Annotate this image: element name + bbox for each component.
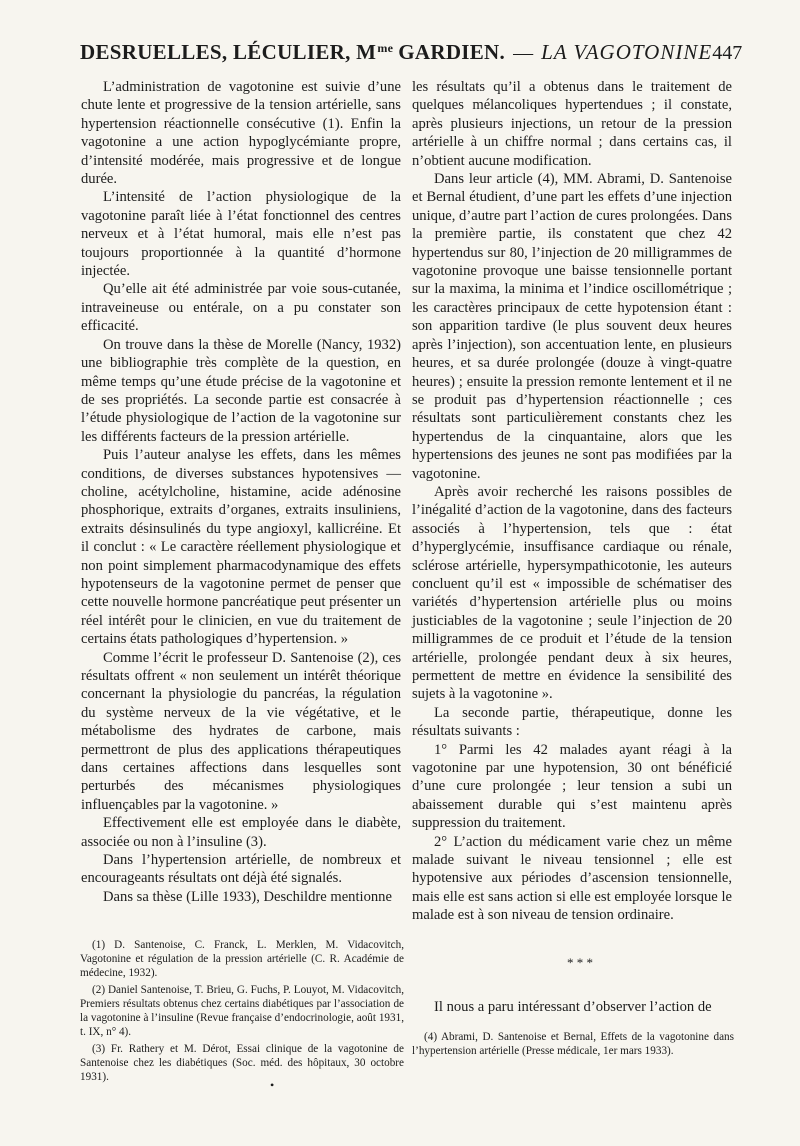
paragraph: Après avoir recherché les raisons possibles de l’inégalité d’action de la vagotonine, dans des facteurs associés à l’hypertension, tels que : état d’hyperglycémie, insuffisance cardiaque ou rénale, sclérose artérielle, hypersympathicotonie, les auteurs concluent qu’il est « impossible de schématiser des variétés d’hypertension artérielle plus ou moins justiciables de la vagotonine ; seule l’injection de 20 milligrammes de ce produit et l’étude de la tension artérielle, prolongée pendant deux à six heures, permettent de mettre en évidence la sensibilité des sujets à la vagotonine ». <box>412 483 732 703</box>
running-header <box>80 40 743 74</box>
paragraph: L’administration de vagotonine est suivie d’une chute lente et progressive de la tension artérielle, sans hypertension réactionnelle consécutive (1). Enfin la vagotonine a une action hypoglycémiante propre, d’intensité modérée, mais progressive et de longue durée. <box>81 79 401 188</box>
footnote: (3) Fr. Rathery et M. Dérot, Essai clinique de la vagotonine de Santenoise chez les diabétiques (Soc. méd. des hôpitaux, 30 octobre 1931). <box>80 1043 404 1083</box>
closing-line: Il nous a paru intéressant d’observer l’action de <box>434 999 712 1015</box>
paragraph: On trouve dans la thèse de Morelle (Nancy, 1932) une bibliographie très complète de la question, en même temps qu’une étude précise de la vagotonine et de ses propriétés. La seconde partie est consacrée à l’étude physiologique de l’action de la vagotonine sur les différents facteurs de la pression artérielle. <box>81 336 401 445</box>
paragraph: 1° Parmi les 42 malades ayant réagi à la vagotonine par une hypotension, 30 ont bénéficié d’une cure prolongée ; leur tension a subi un abaissement durable qui s’est maintenu après suppression du traitement. <box>412 741 732 832</box>
printer-mark: • <box>270 1078 275 1092</box>
page-number: 447 <box>712 42 743 64</box>
paragraph: Effectivement elle est employée dans le diabète, associée ou non à l’insuline (3). <box>81 815 401 850</box>
paragraph: Dans leur article (4), MM. Abrami, D. Santenoise et Bernal étudient, d’une part les effets d’une injection unique, d’autre part l’action de cures prolongées. Dans la première partie, ils constatent que chez 42 hypertendus sur 80, l’injection de 20 milligrammes de vagotonine provoque une baisse tensionnelle portant sur la maxima, la minima et l’indice oscillométrique ; les caractères principaux de cette hypotension étant : son apparition tardive (le plus souvent deux heures après l’injection), son accentuation lente, en plusieurs heures, et sa durée prolongée (douze à vingt-quatre heures) ; ensuite la pression remonte lentement et il ne se produit pas d’hypertension réactionnelle ; ces résultats sont particulièrement constants chez les hypertendus de la cinquantaine, alors que les hypertensions des jeunes ne sont pas modifiées par la vagotonine. <box>412 171 732 482</box>
paragraph: Qu’elle ait été administrée par voie sous-cutanée, intraveineuse ou entérale, on a pu constater son efficacité. <box>81 281 401 335</box>
footnotes-right <box>412 1030 734 1058</box>
paragraph: L’intensité de l’action physiologique de la vagotonine paraît liée à l’état fonctionnel des centres nerveux et à l’état humoral, mais elle n’est pas toujours proportionnée à la quantité d’hormone injectée. <box>81 189 401 280</box>
header-authors-sup: me <box>377 41 394 55</box>
asterism: * * * <box>567 955 593 970</box>
footnote: (4) Abrami, D. Santenoise et Bernal, Effets de la vagotonine dans l’hypertension artérielle (Presse médicale, 1er mars 1933). <box>412 1031 734 1057</box>
paragraph: Comme l’écrit le professeur D. Santenoise (2), ces résultats offrent « non seulement un intérêt théorique concernant la physiologie du pancréas, la régulation du système nerveux de la vie végétative, et le métabolisme des hydrates de carbone, mais permettront de plus des applications thérapeutiques dans certaines affections dans lesquelles sont perturbés des mécanismes physiologiques influençables par la vagotonine. » <box>81 649 401 813</box>
left-column <box>81 78 401 906</box>
footnote: (1) D. Santenoise, C. Franck, L. Merklen, M. Vidacovitch, Vagotonine et régulation de la pression artérielle (C. R. Académie de médecine, 1932). <box>80 939 404 979</box>
paragraph: 2° L’action du médicament varie chez un même malade suivant le niveau tensionnel ; elle est hypotensive aux périodes d’ascension tensionnelle, mais elle est sans action si elle est employée lorsque le malade est à son niveau de tension ordinaire. <box>412 833 732 924</box>
paragraph: Dans l’hypertension artérielle, de nombreux et encourageants résultats ont déjà été signalés. <box>81 852 401 887</box>
paragraph: La seconde partie, thérapeutique, donne les résultats suivants : <box>412 704 732 740</box>
right-column <box>412 78 732 925</box>
paragraph: Dans sa thèse (Lille 1933), Deschildre mentionne <box>103 888 392 905</box>
header-authors <box>80 40 505 65</box>
paragraph: Puis l’auteur analyse les effets, dans les mêmes conditions, de diverses substances hypotensives — choline, acétylcholine, histamine, acide adénosine phosphorique, extraits d’organes, extraits insuliniens, extraits désinsulinés du type angioxyl, kallicréine. Et il conclut : « Le caractère réellement physiologique et non point simplement pharmacodynamique des effets hypotenseurs de la vagotonine permet de penser que cette nouvelle hormone pancréatique peut présenter un réel intérêt pour le clinicien, en vue du traitement de certains états pathologiques d’hypertension. » <box>81 447 401 648</box>
paragraph: les résultats qu’il a obtenus dans le traitement de quelques mélancoliques hypertendues ; il constate, après plusieurs injections, un retour de la pression artérielle à un chiffre normal ; dans certains cas, il n’obtient aucune modification. <box>412 79 732 169</box>
header-authors-end: GARDIEN. <box>398 40 506 64</box>
footnotes-left <box>80 938 404 1087</box>
header-dash: — <box>513 42 534 64</box>
header-authors-text: DESRUELLES, LÉCULIER, M <box>80 40 377 64</box>
header-title: LA VAGOTONINE <box>541 40 713 64</box>
footnote: (2) Daniel Santenoise, T. Brieu, G. Fuchs, P. Louyot, M. Vidacovitch, Premiers résultats obtenus chez certains diabétiques par l’association de la vagotonine à l’insuline (Revue française d’endocrinologie, août 1931, t. IX, n° 4). <box>80 984 404 1038</box>
